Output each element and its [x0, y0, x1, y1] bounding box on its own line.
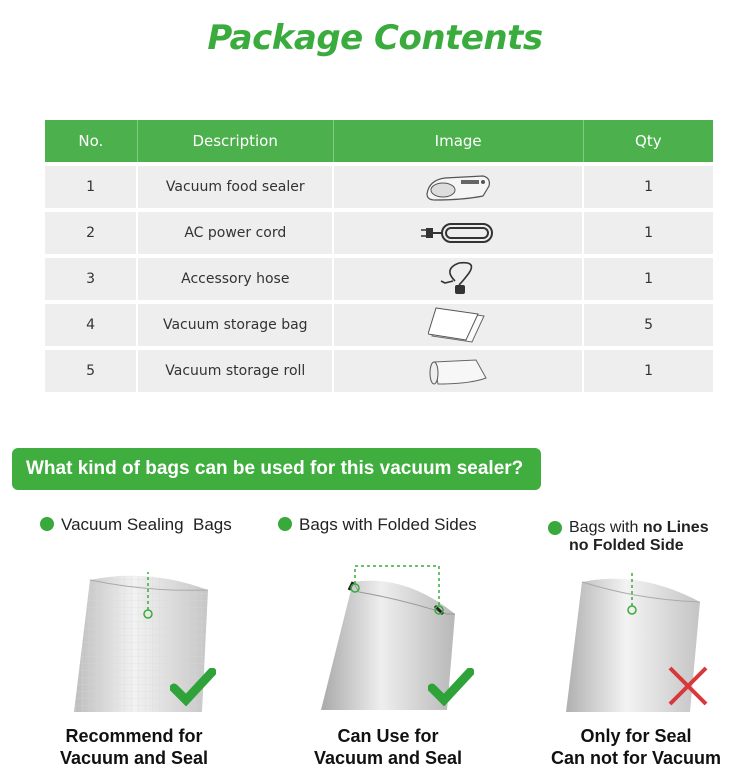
row-no: 5: [45, 350, 138, 392]
header-qty: Qty: [635, 132, 662, 150]
package-contents-table: [45, 120, 713, 392]
header-no: No.: [45, 120, 138, 162]
bag-type-1: [40, 515, 280, 535]
row-qty: 1: [644, 271, 654, 287]
power-cord-icon: [420, 218, 496, 248]
sealer-icon: [423, 170, 493, 204]
page-title: Package Contents: [207, 18, 543, 58]
row-no: 1: [45, 166, 138, 208]
cross-icon: [666, 664, 710, 708]
bag-type-2: [278, 515, 518, 535]
row-image: [334, 212, 584, 254]
bullet-dot-icon: [278, 517, 292, 531]
row-description: Vacuum food sealer: [138, 166, 334, 208]
bag-type-3: [548, 519, 748, 555]
roll-icon: [426, 356, 490, 386]
table-row: [45, 166, 713, 208]
row-description: Vacuum storage bag: [138, 304, 334, 346]
row-image: [334, 350, 584, 392]
table-row: [45, 350, 713, 392]
row-description: Accessory hose: [138, 258, 334, 300]
table-row: [45, 258, 713, 300]
bag-type-caption: Recommend for Vacuum and Seal: [59, 726, 209, 768]
row-no: 4: [45, 304, 138, 346]
row-image: [334, 304, 584, 346]
row-no: 3: [45, 258, 138, 300]
row-image: [334, 258, 584, 300]
header-description: Description: [138, 120, 334, 162]
table-header: [45, 120, 713, 162]
bags-icon: [428, 306, 488, 344]
row-description: AC power cord: [138, 212, 334, 254]
row-image: [334, 166, 584, 208]
row-qty: 1: [644, 179, 654, 195]
row-qty: 1: [644, 225, 654, 241]
bag-type-caption: Only for Seal Can not for Vacuum: [550, 726, 721, 768]
table-row: [45, 304, 713, 346]
check-icon: [170, 668, 216, 706]
bag-type-label: Vacuum Sealing Bags: [40, 515, 280, 535]
check-icon: [428, 668, 474, 706]
hose-icon: [433, 259, 483, 299]
question-banner: What kind of bags can be used for this vacuum sealer?: [12, 448, 541, 490]
bullet-dot-icon: [548, 521, 562, 535]
table-row: [45, 212, 713, 254]
bag-type-caption: Can Use for Vacuum and Seal: [313, 726, 463, 768]
bag-type-label: Bags with no Lines no Folded Side: [548, 519, 748, 555]
bag-type-label: Bags with Folded Sides: [278, 515, 518, 535]
row-qty: 1: [644, 363, 654, 379]
row-no: 2: [45, 212, 138, 254]
row-description: Vacuum storage roll: [138, 350, 334, 392]
row-qty: 5: [644, 317, 654, 333]
bullet-dot-icon: [40, 517, 54, 531]
header-image: Image: [334, 120, 584, 162]
